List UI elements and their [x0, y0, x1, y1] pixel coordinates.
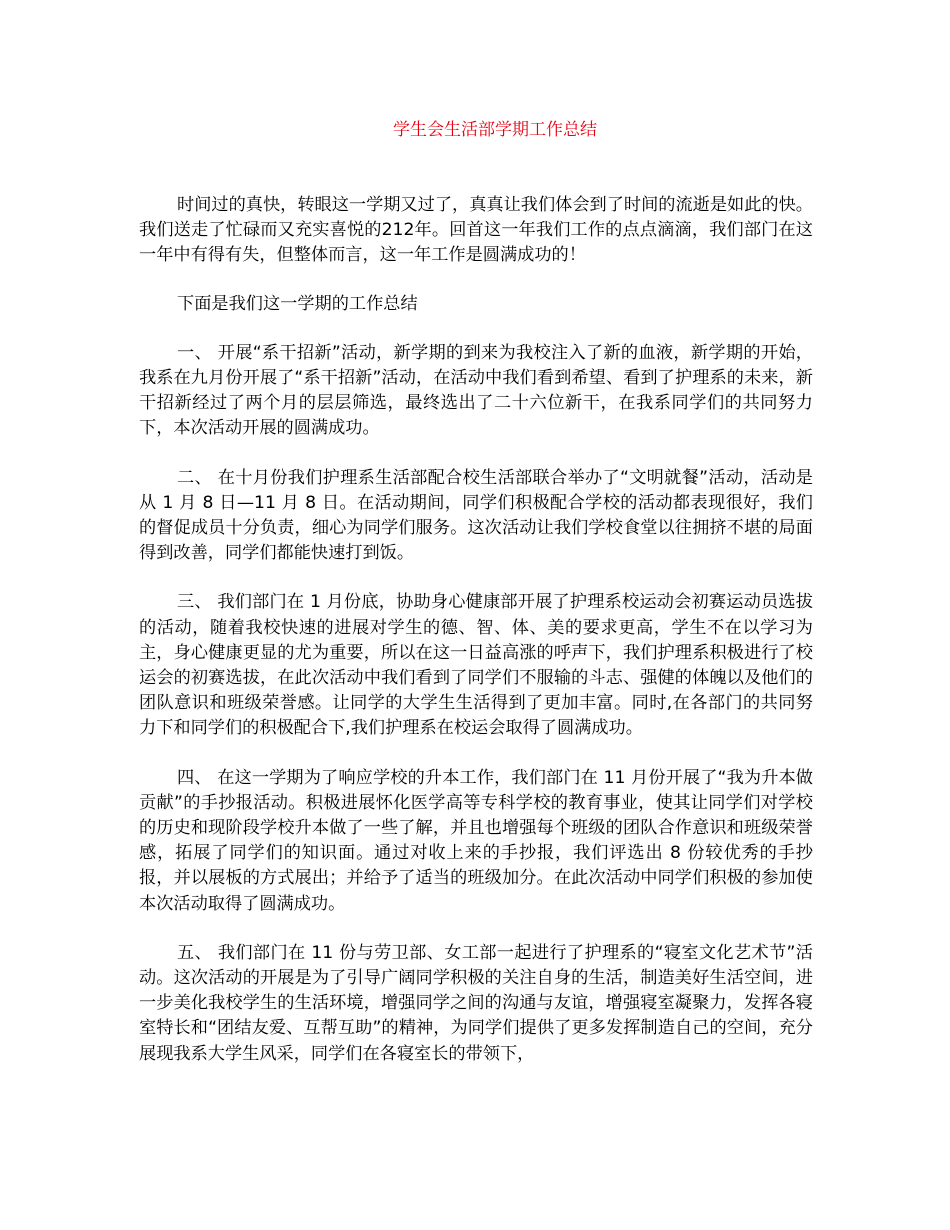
paragraph-item-2: 二、 在十月份我们护理系生活部配合校生活部联合举办了“文明就餐”活动，活动是从 1 月 8 日—11 月 8 日。在活动期间，同学们积极配合学校的活动都表现很好，我们的督促成员十分负责，细心为同学们服务。这次活动让我们学校食堂以往拥挤不堪的局面得到改善，同学们都能快速打到饭。: [139, 467, 813, 564]
paragraph-item-3: 三、 我们部门在 1 月份底，协助身心健康部开展了护理系校运动会初赛运动员选拔的活动，随着我校快速的进展对学生的德、智、体、美的要求更高，学生不在以学习为主，身心健康更显的尤为重要，所以在这一日益高涨的呼声下，我们护理系积极进行了校运会的初赛选拔，在此次活动中我们看到了同学们不服输的斗志、强健的体魄以及他们的团队意识和班级荣誉感。让同学的大学生生活得到了更加丰富。同时,在各部门的共同努力下和同学们的积极配合下,我们护理系在校运会取得了圆满成功。: [139, 592, 813, 739]
paragraph-summary-lead: 下面是我们这一学期的工作总结: [177, 293, 418, 314]
paragraph-intro: 时间过的真快，转眼这一学期又过了，真真让我们体会到了时间的流逝是如此的快。我们送走了忙碌而又充实喜悦的212年。回首这一年我们工作的点点滴滴，我们部门在这一年中有得有失，但整体而言，这一年工作是圆满成功的！: [139, 195, 813, 266]
paragraph-item-1: 一、 开展“系干招新”活动，新学期的到来为我校注入了新的血液，新学期的开始，我系在九月份开展了“系干招新”活动，在活动中我们看到希望、看到了护理系的未来，新干招新经过了两个月的层层筛选，最终选出了二十六位新干，在我系同学们的共同努力下，本次活动开展的圆满成功。: [139, 342, 813, 439]
paragraph-item-5: 五、 我们部门在 11 份与劳卫部、女工部一起进行了护理系的“寝室文化艺术节”活动。这次活动的开展是为了引导广阔同学积极的关注自身的生活，制造美好生活空间，进一步美化我校学生的生活环境，增强同学之间的沟通与友谊，增强寝室凝聚力，发挥各寝室特长和“团结友爱、互帮互助”的精神，为同学们提供了更多发挥制造自己的空间，充分展现我系大学生风采，同学们在各寝室长的带领下，: [139, 942, 813, 1064]
paragraph-item-4: 四、 在这一学期为了响应学校的升本工作，我们部门在 11 月份开展了“我为升本做贡献”的手抄报活动。积极进展怀化医学高等专科学校的教育事业，使其让同学们对学校的历史和现阶段学校升本做了一些了解，并且也增强每个班级的团队合作意识和班级荣誉感，拓展了同学们的知识面。通过对收上来的手抄报，我们评选出 8 份较优秀的手抄报，并以展板的方式展出；并给予了适当的班级加分。在此次活动中同学们积极的参加使本次活动取得了圆满成功。: [139, 767, 813, 914]
document-title: 学生会生活部学期工作总结: [393, 120, 597, 140]
document-body: [139, 193, 813, 1091]
